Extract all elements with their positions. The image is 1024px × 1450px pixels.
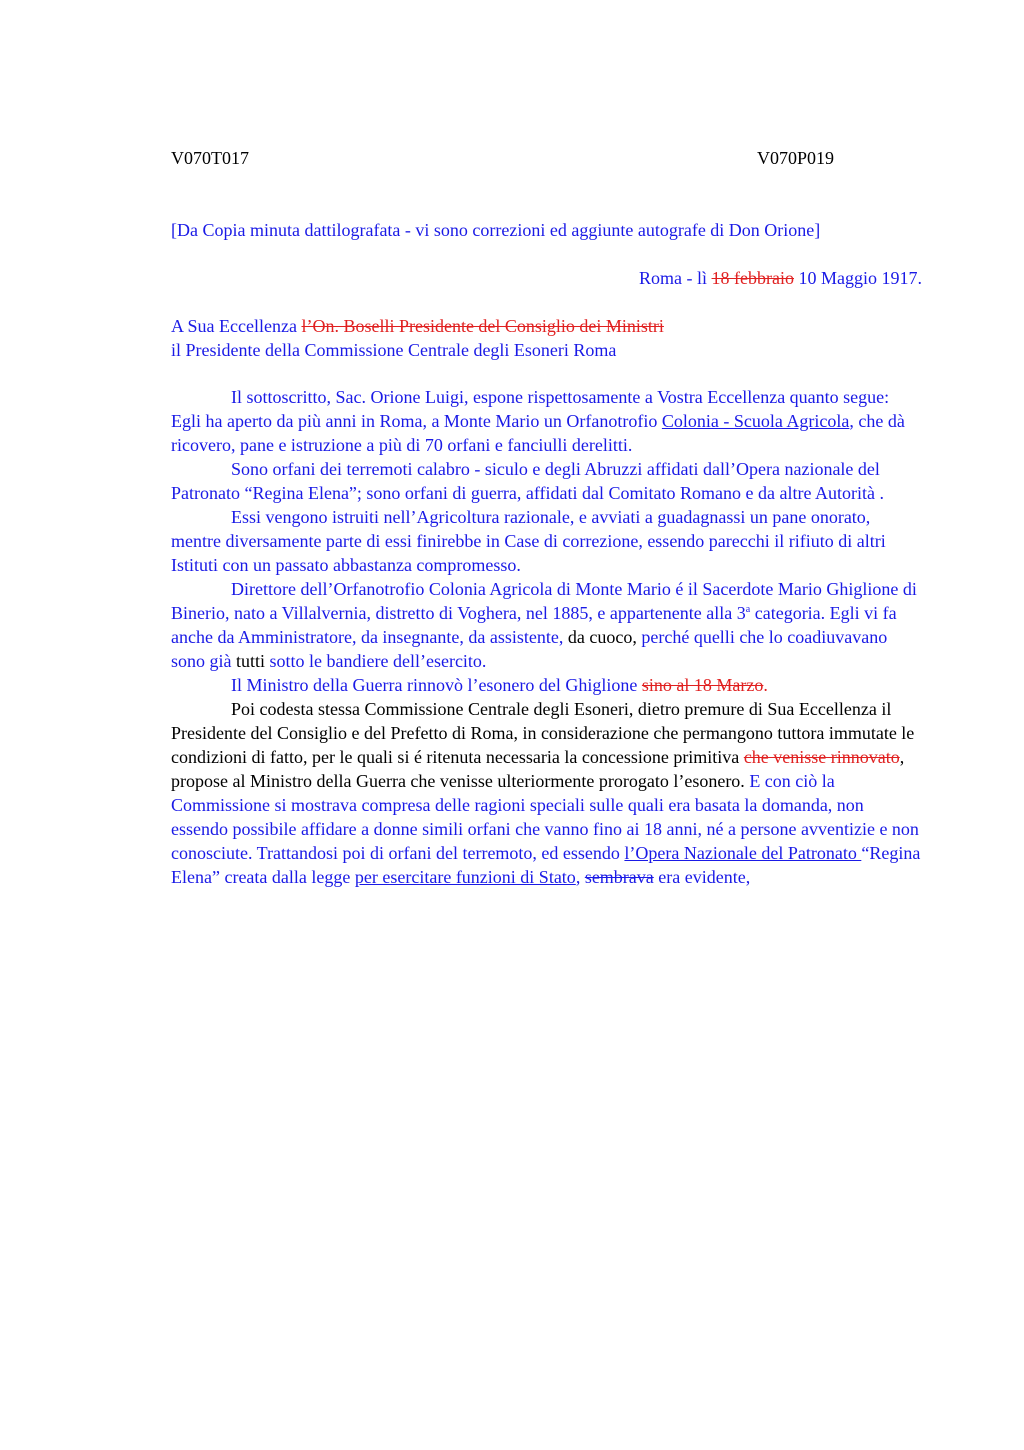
p1-text-b: , che dà ricovero, pane e istruzione a più di 70 orfani e fanciulli derelitti. — [171, 411, 905, 455]
document-code-right: V070P019 — [757, 148, 835, 168]
p6-text-f: era evidente, — [653, 867, 751, 887]
p4-text-c: da cuoco, — [563, 627, 637, 647]
p5-text-b: . — [763, 675, 768, 695]
paragraph-5 — [171, 673, 923, 697]
paragraph-6 — [171, 697, 923, 889]
p6-struck: che venisse rinnovato — [743, 747, 900, 767]
dateline-prefix: Roma - lì — [639, 268, 712, 288]
p5-struck: sino al 18 Marzo — [641, 675, 764, 695]
source-note: [Da Copia minuta dattilografata - vi sono correzioni ed aggiunte autografe di Don Orione] — [171, 220, 821, 240]
p1-text-a: Il sottoscritto, Sac. Orione Luigi, espone rispettosamente a Vostra Eccellenza quanto segue: Egli ha aperto da più anni in Roma, a Monte Mario un Orfanotrofio — [171, 387, 890, 431]
addressee-struck: l’On. Boselli Presidente del Consiglio dei Ministri — [301, 316, 664, 336]
p6-text-b: , propose al Ministro della Guerra che venisse ulteriormente prorogato l’esonero. — [171, 747, 905, 791]
p6-struck-2: sembrava — [584, 867, 654, 887]
paragraph-2: Sono orfani dei terremoti calabro - siculo e degli Abruzzi affidati dall’Opera nazionale del Patronato “Regina Elena”; sono orfani di guerra, affidati dal Comitato Romano e da altre Autorità . — [171, 459, 884, 503]
addressee-prefix: A Sua Eccellenza — [171, 316, 302, 336]
p4-text-d: perché quelli che lo coadiuvavano sono già — [171, 627, 888, 671]
p6-text-c: E con ciò la Commissione si mostrava compresa delle ragioni speciali sulle quali era basata la domanda, non essendo possibile affidare a donne simili orfani che vanno fino ai 18 anni, né a persone avventizie e non conosciute. Trattandosi poi di orfani del terremoto, ed essendo — [171, 771, 919, 863]
addressee-line-2: il Presidente della Commissione Centrale degli Esoneri Roma — [171, 340, 617, 360]
paragraph-3: Essi vengono istruiti nell’Agricoltura razionale, e avviati a guadagnassi un pane onorato, mentre diversamente parte di essi finirebbe in Case di correzione, essendo parecchi il rifiuto di altri Istituti con un passato abbastanza compromesso. — [171, 507, 886, 575]
dateline-date: 10 Maggio 1917. — [794, 268, 922, 288]
p4-text-a: Direttore dell’Orfanotrofio Colonia Agricola di Monte Mario é il Sacerdote Mario Ghiglione di Binerio, nato a Villalvernia, distretto di Voghera, nel 1885, e appartenente alla 3 — [171, 579, 917, 623]
p4-text-e: tutti — [231, 651, 270, 671]
p4-text-b: categoria. Egli vi fa anche da Amministratore, da insegnante, da assistente, — [171, 603, 897, 647]
p6-underlined-1: l’Opera Nazionale del Patronato — [624, 843, 862, 863]
p4-text-f: sotto le bandiere dell’esercito. — [269, 651, 487, 671]
paragraph-1 — [171, 385, 923, 457]
p5-text-a: Il Ministro della Guerra rinnovò l’esonero del Ghiglione — [231, 675, 642, 695]
addressee-line-1 — [171, 314, 931, 338]
dateline-struck-date: 18 febbraio — [711, 268, 794, 288]
letter-body — [171, 385, 923, 889]
dateline — [639, 266, 922, 290]
document-code-left: V070T017 — [171, 148, 249, 168]
p6-text-d: “Regina Elena” creata dalla legge — [171, 843, 921, 887]
p4-superscript: a — [745, 604, 751, 615]
p6-underlined-2: per esercitare funzioni di Stato — [354, 867, 576, 887]
p1-underlined: Colonia - Scuola Agricola — [661, 411, 850, 431]
paragraph-4 — [171, 577, 923, 673]
p6-text-a: Poi codesta stessa Commissione Centrale degli Esoneri, dietro premure di Sua Eccellenza il Presidente del Consiglio e del Prefetto di Roma, in considerazione che permangono tuttora immutate le condizioni di fatto, per le quali si é ritenuta necessaria la concessione primitiva — [171, 699, 915, 767]
addressee — [171, 314, 931, 362]
p6-text-e: , — [575, 867, 585, 887]
